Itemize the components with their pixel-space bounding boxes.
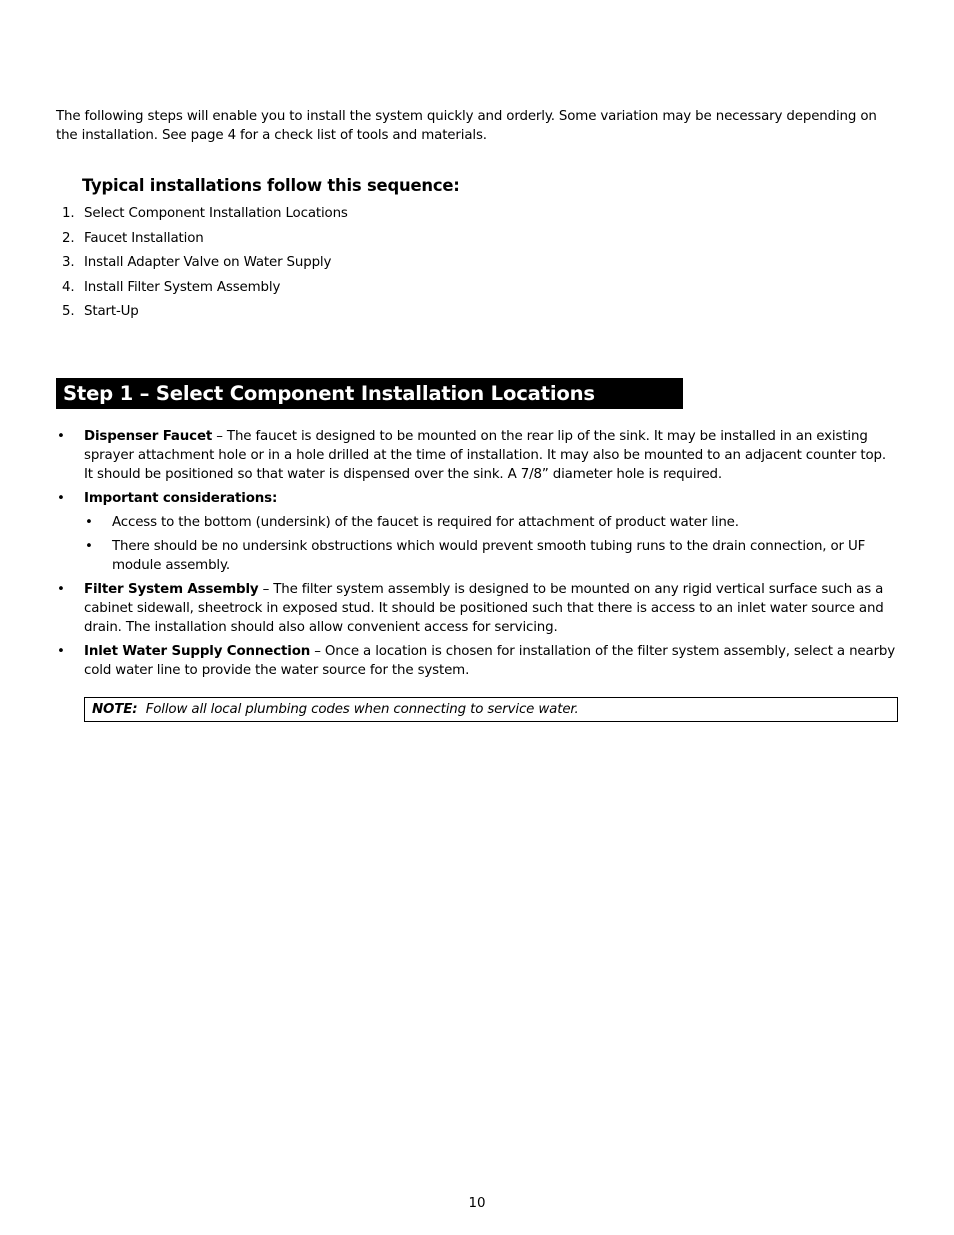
list-item-number: 1.	[62, 206, 75, 221]
bullet-icon: •	[85, 539, 93, 554]
list-item-text: Install Filter System Assembly	[84, 279, 281, 295]
inlet-water-text: – Once a location is chosen for installation of the filter system assembly, select a nearby cold water line to provide the water source for the system.	[84, 644, 896, 678]
bullet-icon: •	[57, 582, 65, 597]
step1-bullets	[56, 427, 896, 685]
filter-system-text: – The filter system assembly is designed to be mounted on any rigid vertical surface such as a cabinet sidewall, sheetrock in exposed stud. It should be positioned such that there is access to an inlet water source and drain. The installation should also allow convenient access for servicing.	[84, 582, 884, 635]
list-item-text: Install Adapter Valve on Water Supply	[84, 255, 332, 270]
list-item-number: 4.	[62, 279, 75, 295]
bullet-inlet-water-supply	[56, 642, 896, 680]
sub-bullet-access	[84, 513, 896, 532]
bullet-icon: •	[57, 491, 65, 506]
sequence-list	[62, 203, 662, 326]
list-item	[62, 252, 662, 277]
bullet-important-considerations	[56, 489, 896, 508]
list-item-text: Start-Up	[84, 304, 139, 319]
list-item	[62, 203, 662, 228]
filter-system-label: Filter System Assembly	[84, 582, 259, 597]
list-item	[62, 301, 662, 326]
bullet-filter-system-assembly	[56, 580, 896, 637]
list-item	[62, 228, 662, 253]
list-item-number: 2.	[62, 230, 75, 246]
inlet-water-label: Inlet Water Supply Connection	[84, 644, 311, 659]
sub-bullet-text: There should be no undersink obstructions which would prevent smooth tubing runs to the drain connection, or UF module assembly.	[112, 539, 866, 573]
note-label: NOTE:	[92, 702, 138, 717]
step1-heading: Step 1 – Select Component Installation Locations	[56, 378, 683, 409]
considerations-label: Important considerations:	[84, 491, 278, 506]
bullet-icon: •	[57, 644, 65, 659]
sequence-title: Typical installations follow this sequence:	[82, 176, 460, 195]
list-item	[62, 277, 662, 302]
bullet-icon: •	[85, 515, 93, 530]
sub-bullet-obstructions	[84, 537, 896, 575]
note-text: Follow all local plumbing codes when connecting to service water.	[137, 702, 579, 717]
list-item-text: Faucet Installation	[84, 230, 204, 246]
bullet-icon: •	[57, 429, 65, 444]
list-item-text: Select Component Installation Locations	[84, 206, 348, 221]
bullet-dispenser-faucet	[56, 427, 896, 484]
page-number: 10	[468, 1196, 486, 1211]
note-box	[84, 697, 898, 722]
dispenser-faucet-label: Dispenser Faucet	[84, 429, 213, 444]
intro-paragraph: The following steps will enable you to install the system quickly and orderly. Some variation may be necessary depending on the installation. See page 4 for a check list of tools and materials.	[56, 109, 877, 143]
sub-bullet-text: Access to the bottom (undersink) of the faucet is required for attachment of product water line.	[112, 515, 739, 530]
list-item-number: 3.	[62, 255, 75, 270]
list-item-number: 5.	[62, 304, 75, 319]
dispenser-faucet-text: – The faucet is designed to be mounted on the rear lip of the sink. It may be installed in an existing sprayer attachment hole or in a hole drilled at the time of installation. It may also be mounted to an adjacent counter top. It should be positioned so that water is dispensed over the sink. A 7/8” diameter hole is required.	[84, 429, 886, 482]
